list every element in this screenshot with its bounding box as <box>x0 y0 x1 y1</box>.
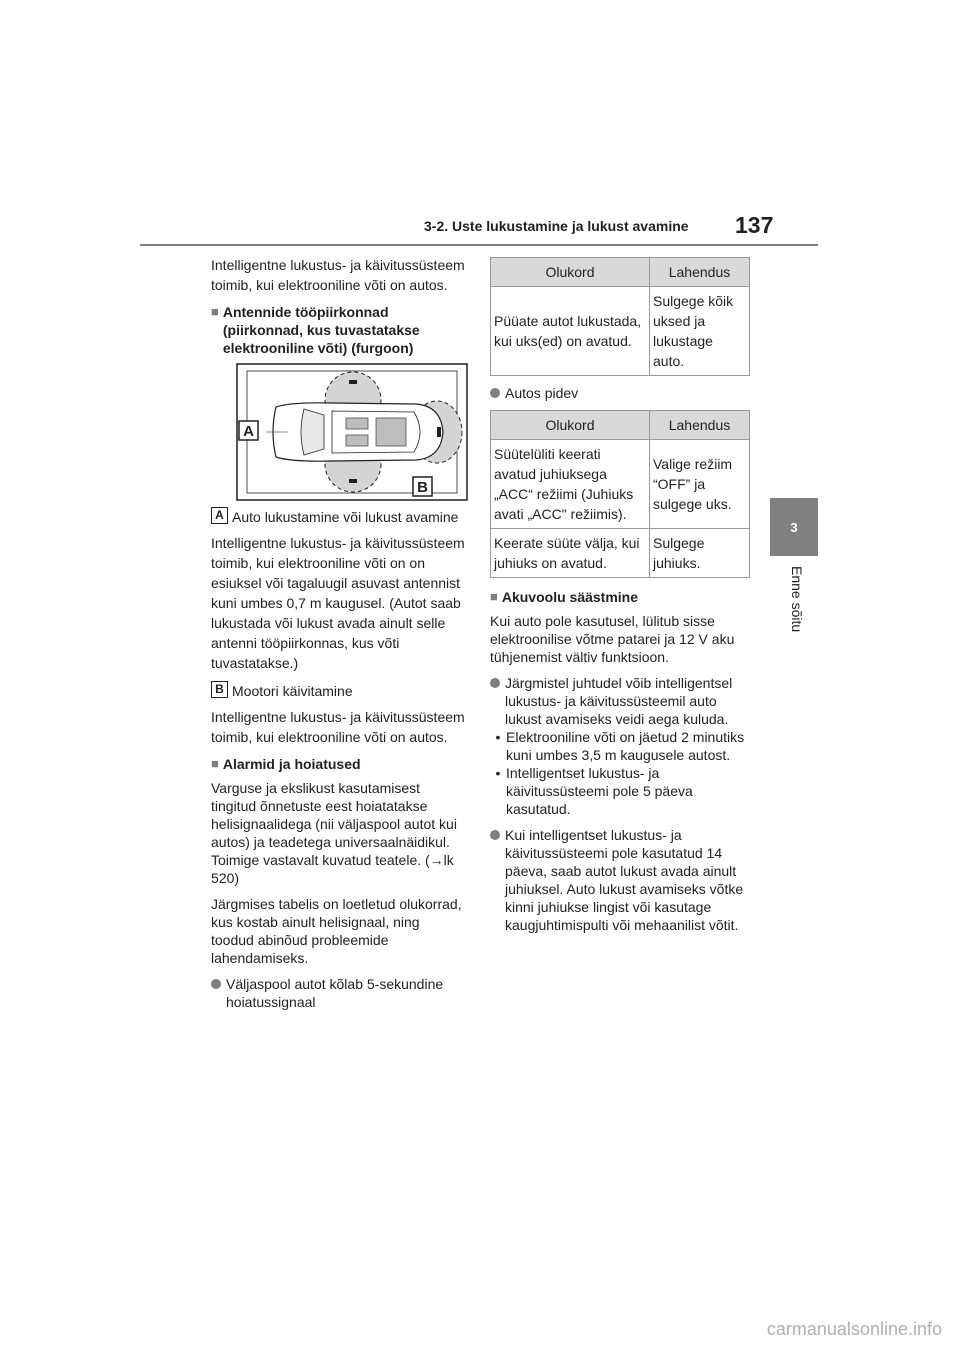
situation-table-2 <box>490 410 750 578</box>
antenna-diagram <box>236 363 468 501</box>
dash-item <box>490 728 752 764</box>
table-header: Olukord <box>491 411 650 440</box>
table-cell: Püüate autot lukustada, kui uks(ed) on avatud. <box>491 287 650 376</box>
round-bullet-icon <box>490 388 500 398</box>
item-a-text: Auto lukustamine või lukust avamine <box>232 509 459 525</box>
bullet-delay <box>490 674 752 728</box>
watermark: carmanualsonline.info <box>766 1319 942 1339</box>
table-cell: Sulgege juhiuks. <box>650 529 750 578</box>
figure-label-b: B <box>417 479 428 496</box>
square-bullet-icon: ■ <box>211 756 219 771</box>
dash-item <box>490 764 752 818</box>
bullet-text: Kui intelligentset lukustus- ja käivitussüsteemi pole kasutatud 14 päeva, saab autot lukust avada ainult juhiuksel. Auto lukust avamiseks võtke kinni juhiukse lingist või kasutage kaugjuhtimispulti või mehaanilist võtit. <box>505 827 744 933</box>
page-number: 137 <box>735 212 774 238</box>
chapter-label: Enne sõitu <box>789 566 805 633</box>
round-bullet-icon <box>211 979 221 989</box>
dash-bullet: • <box>495 729 501 745</box>
label-b-box: B <box>211 681 228 698</box>
table-cell: Sulgege kõik uksed ja lukustage auto. <box>650 287 750 376</box>
paragraph-battery: Kui auto pole kasutusel, lülitub sisse elektroonilise võtme patarei ja 12 V aku tühjenemist vältiv funktsioon. <box>490 613 735 665</box>
bullet-text: Autos pidev <box>505 385 579 401</box>
chapter-tab <box>770 498 818 556</box>
round-bullet-icon <box>490 830 500 840</box>
heading-alarms <box>211 755 466 773</box>
item-b-text: Mootori käivitamine <box>232 683 353 699</box>
table-cell: Süütelüliti keerati avatud juhiuksega „ACC“ režiimi (Juhiuks avati „ACC" režiimis). <box>491 440 650 529</box>
bullet-14-days <box>490 826 752 934</box>
table-row <box>491 287 750 376</box>
dash-text: Elektrooniline võti on jäetud 2 minutiks kuni umbes 3,5 m kaugusele autost. <box>506 729 745 763</box>
dash-text: Intelligentset lukustus- ja käivitussüsteemi pole 5 päeva kasutatud. <box>506 765 693 817</box>
paragraph-alarms: Varguse ja ekslikust kasutamisest tingitud õnnetuste eest hoiatatakse helisignaalidega (nii väljaspool autot kui autos) ja teadetega universaalnäidikul. Toimige vastavalt kuvatud teatele. (→lk 520) <box>211 780 457 886</box>
round-bullet-icon <box>490 678 500 688</box>
dash-bullet: • <box>495 765 501 781</box>
paragraph-table-intro: Järgmises tabelis on loetletud olukorrad, kus kostab ainult helisignaal, ning toodud abinõud probleemide lahendamiseks. <box>211 896 462 966</box>
square-bullet-icon: ■ <box>490 589 498 604</box>
header-rule <box>140 244 818 246</box>
item-a <box>211 507 466 527</box>
table-row <box>491 529 750 578</box>
heading-antenna-areas <box>211 303 466 357</box>
intro-paragraph: Intelligentne lukustus- ja käivitussüsteem toimib, kui elektrooniline võti on autos. <box>211 257 465 293</box>
left-column <box>211 255 466 1017</box>
right-column <box>490 257 752 940</box>
table-cell: Valige režiim “OFF” ja sulgege uks. <box>650 440 750 529</box>
bullet-text: Järgmistel juhtudel võib intelligentsel lukustus- ja käivitussüsteemil auto lukust avamiseks veidi aega kuluda. <box>505 675 733 727</box>
label-a-box: A <box>211 507 228 524</box>
square-bullet-icon: ■ <box>211 304 219 319</box>
bullet-inside <box>490 384 752 402</box>
situation-table-1 <box>490 257 750 376</box>
car-antenna-figure <box>236 363 468 501</box>
item-b <box>211 681 466 701</box>
section-title: 3-2. Uste lukustamine ja lukust avamine <box>424 218 689 234</box>
table-header: Lahendus <box>650 258 750 287</box>
paragraph-lock-unlock: Intelligentne lukustus- ja käivitussüsteem toimib, kui elektrooniline võti on on esiuksel või tagaluugil asuvast antennist kuni umbes 0,7 m kaugusel. (Autot saab lukustada või lukust avada ainult selle antenni tööpiirkonnas, kus võti tuvastatakse.) <box>211 535 465 671</box>
heading-text: Antennide tööpiirkonnad (piirkonnad, kus tuvastatakse elektrooniline võti) (furgoon) <box>222 304 420 356</box>
table-header: Lahendus <box>650 411 750 440</box>
heading-text: Alarmid ja hoiatused <box>222 756 361 772</box>
chapter-number: 3 <box>790 519 798 535</box>
table-cell: Keerate süüte välja, kui juhiuks on avatud. <box>491 529 650 578</box>
table-row <box>491 440 750 529</box>
paragraph-engine-start: Intelligentne lukustus- ja käivitussüsteem toimib, kui elektrooniline võti on autos. <box>211 709 465 745</box>
heading-text: Akuvoolu säästmine <box>501 589 639 605</box>
bullet-outside <box>211 975 466 1011</box>
bullet-text: Väljaspool autot kõlab 5-sekundine hoiatussignaal <box>226 976 444 1010</box>
heading-battery-saving <box>490 588 752 606</box>
table-header: Olukord <box>491 258 650 287</box>
figure-label-a: A <box>243 423 254 440</box>
